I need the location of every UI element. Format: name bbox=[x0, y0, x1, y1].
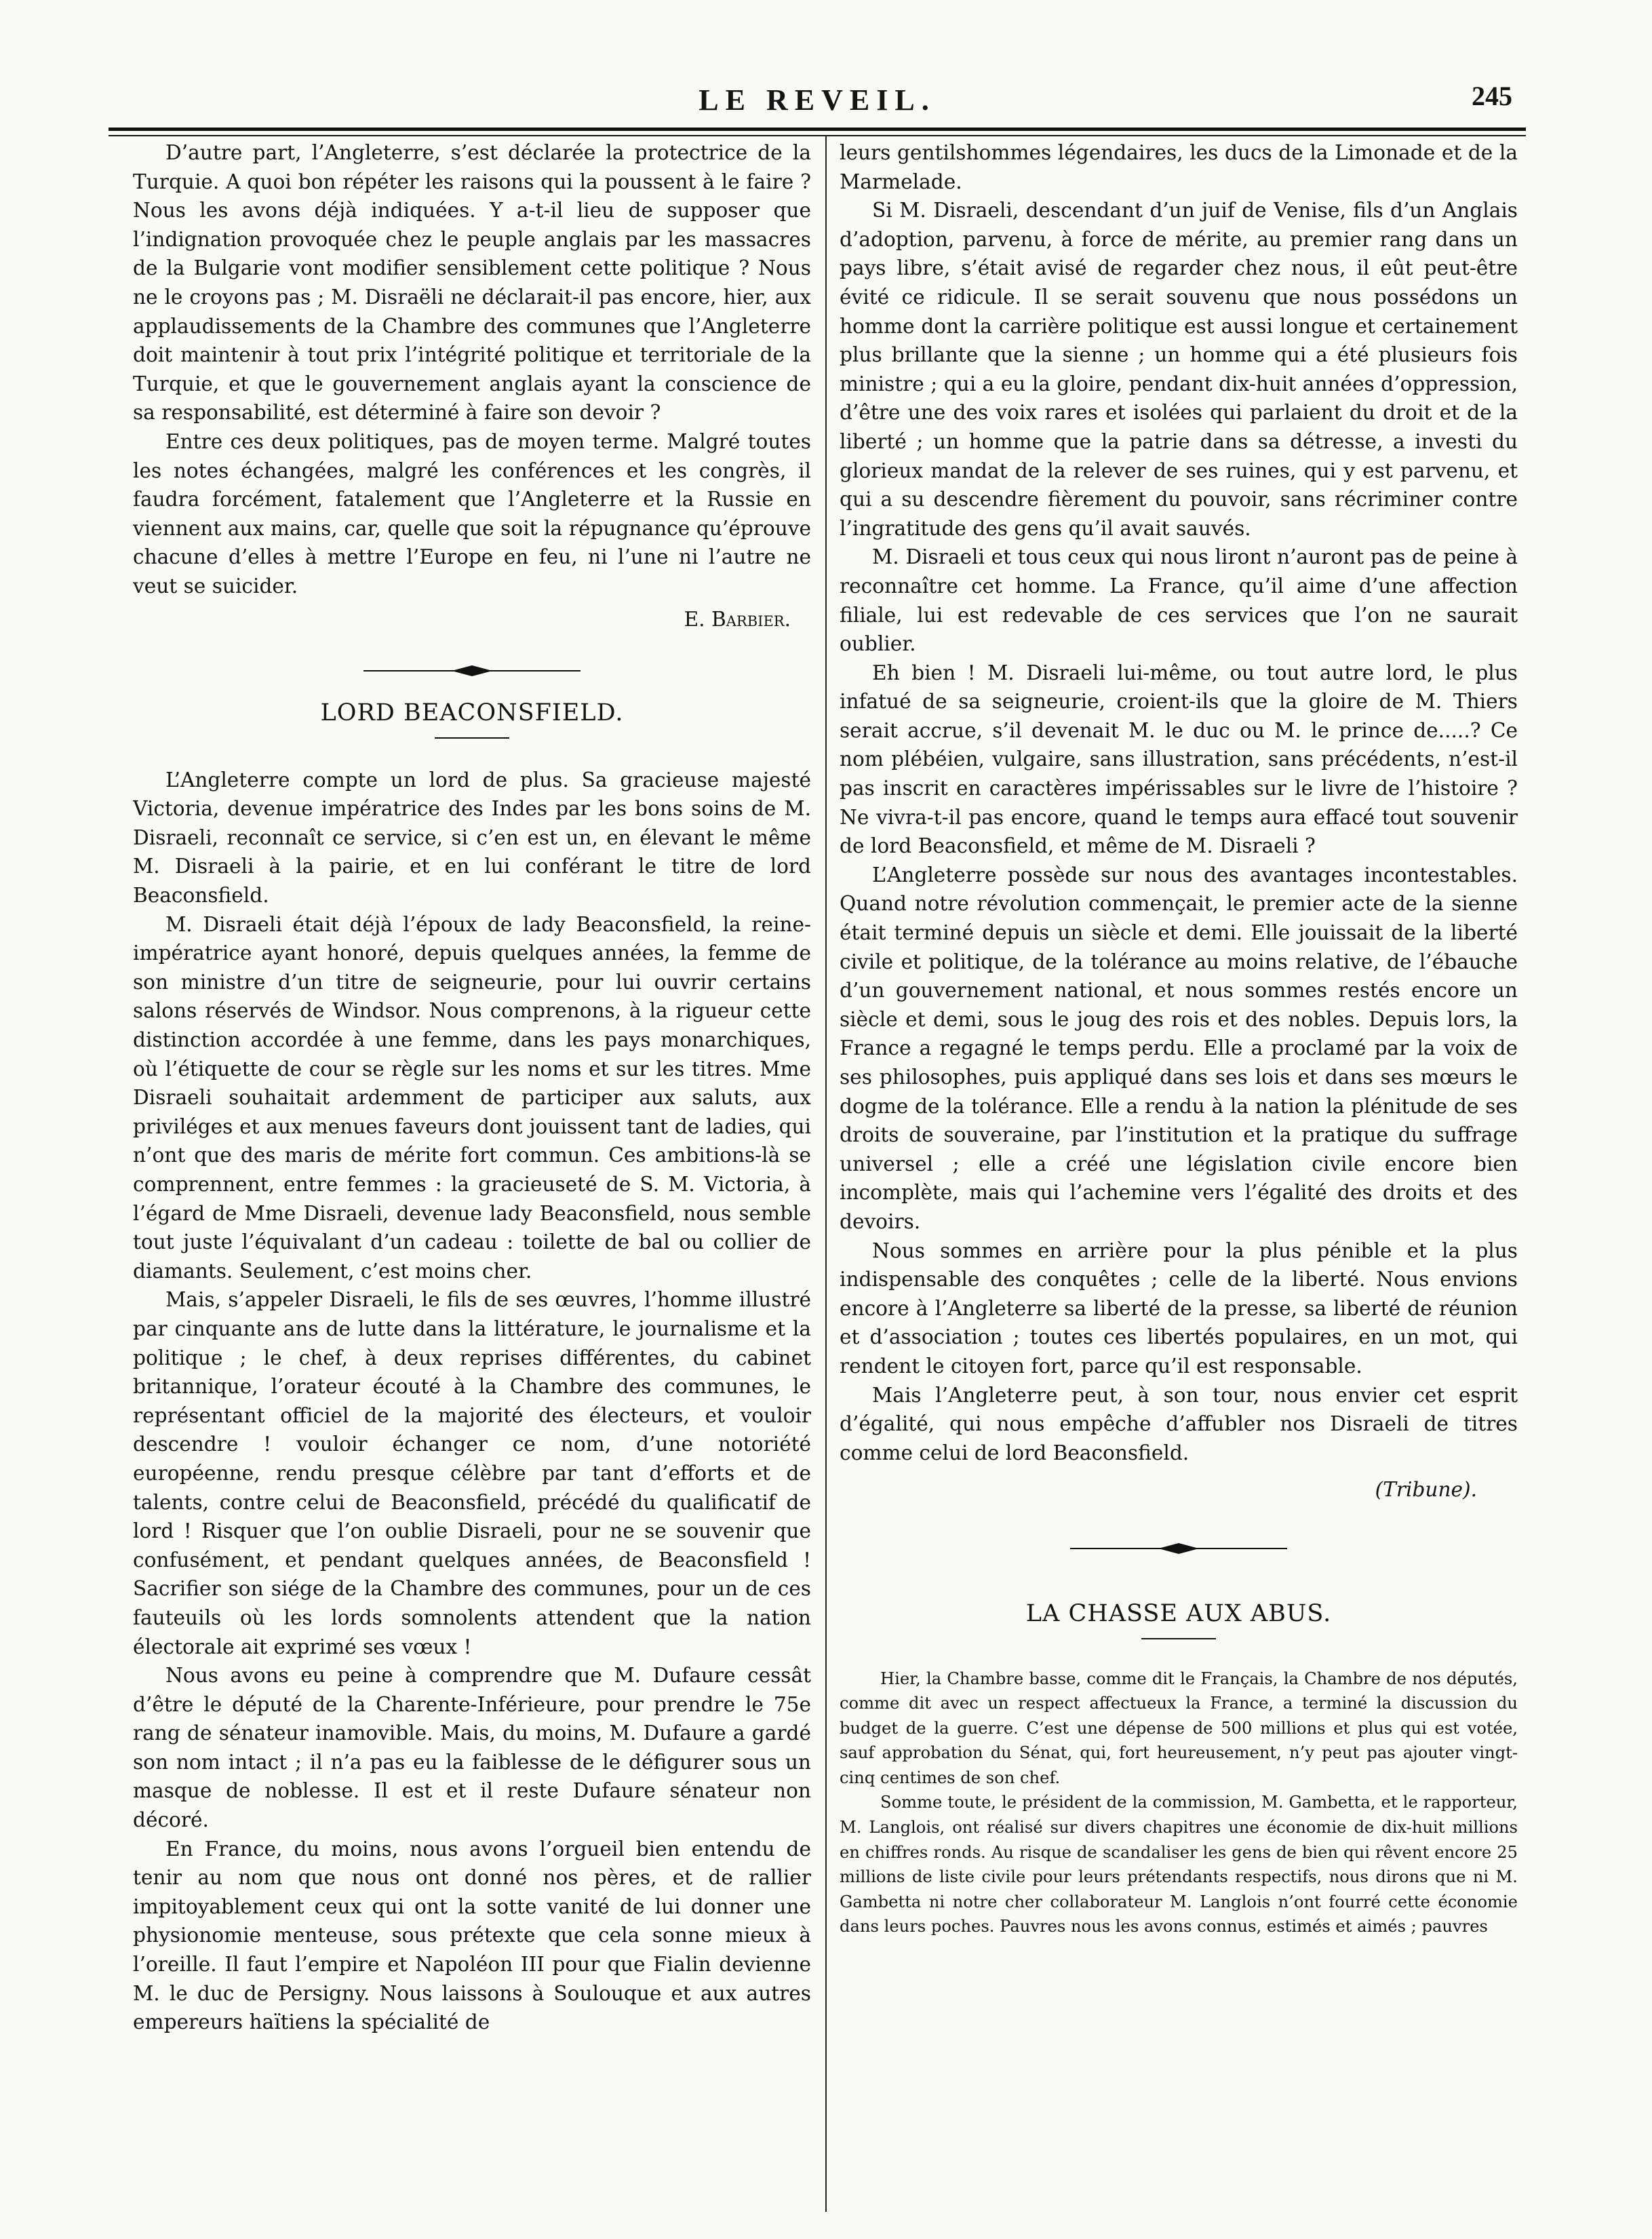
paragraph: L’Angleterre possède sur nous des avantages incontestables. Quand notre révolution commençait, le premier acte de la sienne était terminé depuis un siècle et demi. Elle jouissait de la liberté civile et politique, de la tolérance au moins relative, de l’ébauche d’un gouvernement national, et nous sommes restés encore un siècle et demi, sous le joug des rois et des nobles. Depuis lors, la France a regagné le temps perdu. Elle a proclamé par la voix de ses philosophes, puis appliqué dans ses lois et dans ses mœurs le dogme de la tolérance. Elle a rendu à la nation la plénitude de ses droits de souveraine, par l’institution et la pratique du suffrage universel ; elle a créé une législation civile encore bien incomplète, mais qui l’achemine vers l’égalité des droits et des devoirs. bbox=[840, 863, 1518, 1233]
paragraph: Hier, la Chambre basse, comme dit le Français, la Chambre de nos députés, comme dit avec un respect affectueux la France, a terminé la discussion du budget de la guerre. C’est une dépense de 500 millions et plus qui est votée, sauf approbation du Sénat, qui, fort heureusement, n’y peut pas ajouter vingt-cinq centimes de son chef. bbox=[840, 1669, 1518, 1787]
masthead-title: LE REVEIL. bbox=[699, 83, 936, 117]
paragraph: Mais l’Angleterre peut, à son tour, nous envier cet esprit d’égalité, qui nous empêche d’affubler nos Disraeli de titres comme celui de lord Beaconsfield. bbox=[840, 1383, 1518, 1464]
paragraph: leurs gentilshommes légendaires, les ducs de la Limonade et de la Marmelade. bbox=[840, 141, 1518, 193]
left-column bbox=[133, 138, 811, 2212]
paragraph: En France, du moins, nous avons l’orgueil bien entendu de tenir au nom que nous ont donné nos pères, et de rallier impitoyablement ceux qui ont la sotte vanité de lui donner une physionomie menteuse, sous prétexte que cela sonne mieux à l’oreille. Il faut l’empire et Napoléon III pour que Fialin devienne M. le duc de Persigny. Nous laissons à Soulouque et aux autres empereurs haïtiens la spécialité de bbox=[133, 1837, 811, 2034]
page-number: 245 bbox=[1472, 81, 1512, 111]
paragraph: M. Disraeli était déjà l’époux de lady Beaconsfield, la reine-impératrice ayant honoré, depuis quelques années, la femme de son ministre d’un titre de seigneurie, pour lui ouvrir certains salons réservés de Windsor. Nous comprenons, à la rigueur cette distinction accordée à une femme, dans les pays monarchiques, où l’étiquette de cour se règle sur les noms et sur les titres. Mme Disraeli souhaitait ardemment de participer aux saluts, aux priviléges et aux menues faveurs dont jouissent tant de ladies, qui n’ont que des maris de mérite fort commun. Ces ambitions-là se comprennent, entre femmes : la gracieuseté de S. M. Victoria, à l’égard de Mme Disraeli, devenue lady Beaconsfield, nous semble tout juste l’équivalant d’un cadeau : toilette de bal ou collier de diamants. Seulement, c’est moins cher. bbox=[133, 912, 811, 1283]
paragraph: Nous sommes en arrière pour la plus pénible et la plus indispensable des conquêtes ; celle de la liberté. Nous envions encore à l’Angleterre sa liberté de la presse, sa liberté de réunion et d’association ; toutes ces libertés populaires, en un mot, qui rendent le citoyen fort, parce qu’il est responsable. bbox=[840, 1239, 1518, 1378]
paragraph: Eh bien ! M. Disraeli lui-même, ou tout autre lord, le plus infatué de sa seigneurie, croient-ils que la gloire de M. Thiers serait accrue, s’il devenait M. le duc ou M. le prince de.....? Ce nom plébéien, vulgaire, sans illustration, sans précédents, n’est-il pas inscrit en caractères impérissables sur le livre de l’histoire ? Ne vivra-t-il pas encore, quand le temps aura effacé tout souvenir de lord Beaconsfield, et même de M. Disraeli ? bbox=[840, 661, 1518, 858]
ornament-divider-icon bbox=[363, 661, 581, 681]
article-barbier bbox=[133, 138, 811, 634]
paragraph: M. Disraeli et tous ceux qui nous liront n’auront pas de peine à reconnaître cet homme. La France, qu’il aime d’une affection filiale, lui est redevable de ces services que l’on ne saurait oublier. bbox=[840, 545, 1518, 656]
paragraph: L’Angleterre compte un lord de plus. Sa gracieuse majesté Victoria, devenue impératrice des Indes par les bons soins de M. Disraeli, reconnaît ce service, si c’en est un, en élevant le même M. Disraeli à la pairie, et en lui conférant le titre de lord Beaconsfield. bbox=[133, 768, 811, 908]
column-divider bbox=[825, 136, 827, 2212]
ornament-divider-icon bbox=[1070, 1538, 1287, 1559]
article-credit: (Tribune). bbox=[1375, 1478, 1477, 1502]
article-lord-beaconsfield bbox=[133, 699, 811, 2037]
article-lord-beaconsfield-continued bbox=[840, 138, 1518, 1504]
paragraph: Entre ces deux politiques, pas de moyen terme. Malgré toutes les notes échangées, malgré les conférences et les congrès, il faudra forcément, fatalement que l’Angleterre et la Russie en viennent aux mains, car, quelle que soit la répugnance qu’éprouve chacune d’elles à mettre l’Europe en feu, ni l’une ni l’autre ne veut se suicider. bbox=[133, 429, 811, 598]
title-rule bbox=[435, 737, 509, 739]
paragraph: D’autre part, l’Angleterre, s’est déclarée la protectrice de la Turquie. A quoi bon répéter les raisons qui la poussent à le faire ? Nous les avons déjà indiquées. Y a-t-il lieu de supposer que l’indignation provoquée chez le peuple anglais par les massacres de la Bulgarie vont modifier sensiblement cette politique ? Nous ne le croyons pas ; M. Disraëli ne déclarait-il pas encore, hier, aux applaudissements de la Chambre des communes que l’Angleterre doit maintenir à tout prix l’intégrité politique et territoriale de la Turquie, et que le gouvernement anglais ayant la conscience de sa responsabilité, est déterminé à faire son devoir ? bbox=[133, 141, 811, 425]
right-column bbox=[840, 138, 1518, 2212]
article-chasse-aux-abus bbox=[840, 1599, 1518, 1939]
paragraph: Si M. Disraeli, descendant d’un juif de Venise, fils d’un Anglais d’adoption, parvenu, à force de mérite, au premier rang dans un pays libre, s’était avisé de regarder chez nous, il eût peut-être évité ce ridicule. Il se serait souvenu que nous possédons un homme dont la carrière politique est aussi longue et certainement plus brillante que la sienne ; un homme qui a été plusieurs fois ministre ; qui a eu la gloire, pendant dix-huit années d’oppression, d’être une des voix rares et isolées qui parlaient du droit et de la liberté ; un homme que la patrie dans sa détresse, a investi du glorieux mandat de la relever de ses ruines, qui y est parvenu, et qui a su descendre fièrement du pouvoir, sans récriminer contre l’ingratitude des gens qu’il avait sauvés. bbox=[840, 199, 1518, 540]
article-signature: E. Barbier. bbox=[684, 607, 791, 631]
paragraph: Mais, s’appeler Disraeli, le fils de ses œuvres, l’homme illustré par cinquante ans de lutte dans la littérature, le journalisme et la politique ; le chef, à deux reprises différentes, du cabinet britannique, l’orateur écouté à la Chambre des communes, le représentant officiel de la majorité des électeurs, et vouloir descendre ! vouloir échanger ce nom, d’une notoriété européenne, rendu presque célèbre par tant d’efforts et de talents, contre celui de Beaconsfield, précédé du qualificatif de lord ! Risquer que l’on oublie Disraeli, pour ne se souvenir que confusément, et pendant quelques années, de Beaconsfield ! Sacrifier son siége de la Chambre des communes, pour un de ces fauteuils où les lords somnolents attendent que la nation électorale ait exprimé ses vœux ! bbox=[133, 1288, 811, 1658]
header-double-rule bbox=[109, 128, 1526, 136]
paragraph: Nous avons eu peine à comprendre que M. Dufaure cessât d’être le député de la Charente-Inférieure, pour prendre le 75e rang de sénateur inamovible. Mais, du moins, M. Dufaure a gardé son nom intact ; il n’a pas eu la faiblesse de le défigurer sous un masque de noblesse. Il est et il reste Dufaure sénateur non décoré. bbox=[133, 1664, 811, 1832]
page-header bbox=[109, 71, 1526, 125]
title-rule bbox=[1141, 1638, 1216, 1639]
paragraph: Somme toute, le président de la commission, M. Gambetta, et le rapporteur, M. Langlois, ont réalisé sur divers chapitres une économie de dix-huit millions en chiffres ronds. Au risque de scandaliser les gens de bien qui rêvent encore 25 millions de liste civile pour leurs prétendants respectifs, nous dirons que ni M. Gambetta ni notre cher collaborateur M. Langlois n’ont fourré cette économie dans leurs poches. Pauvres nous les avons connus, estimés et aimés ; pauvres bbox=[840, 1793, 1518, 1936]
small-print-body bbox=[840, 1667, 1518, 1940]
article-title: LA CHASSE AUX ABUS. bbox=[1025, 1599, 1332, 1627]
article-title: LORD BEACONSFIELD. bbox=[320, 699, 624, 727]
